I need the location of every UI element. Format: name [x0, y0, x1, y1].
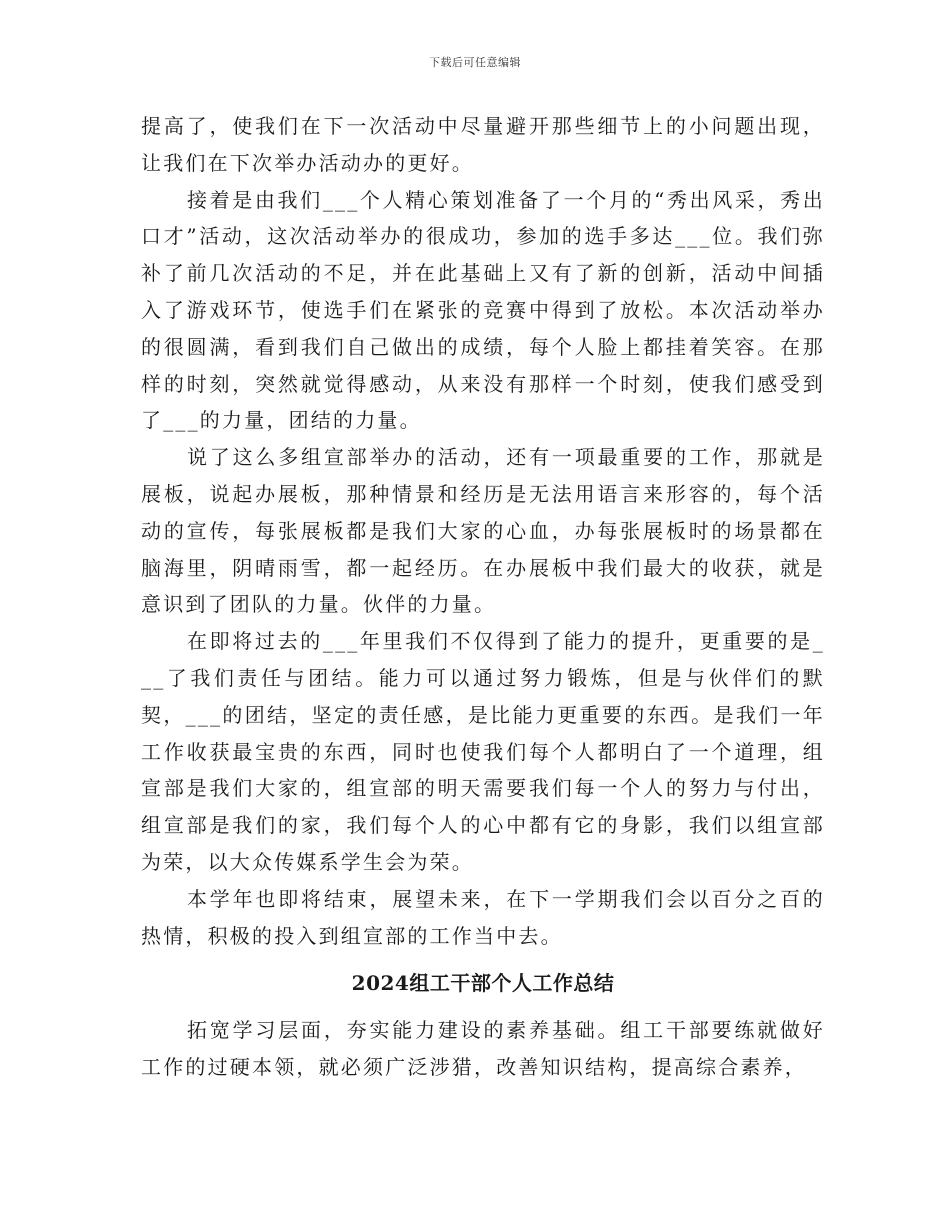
- paragraph-responsibility: 在即将过去的___年里我们不仅得到了能力的提升，更重要的是___了我们责任与团结。能力可以通过努力锻炼，但是与伙伴们的默契，___的团结，坚定的责任感，是比能力更重要的东西。是我们一年工作收获最宝贵的东西，同时也使我们每个人都明白了一个道理，组宣部是我们大家的，组宣部的明天需要我们每一个人的努力与付出，组宣部是我们的家，我们每个人的心中都有它的身影，我们以组宣部为荣，以大众传媒系学生会为荣。: [141, 629, 825, 874]
- paragraph-outlook: 本学年也即将结束，展望未来，在下一学期我们会以百分之百的热情，积极的投入到组宣部的工作当中去。: [141, 886, 825, 948]
- paragraph-continuation: 提高了，使我们在下一次活动中尽量避开那些细节上的小问题出现，让我们在下次举办活动办的更好。: [141, 114, 825, 175]
- paragraph-activity: 接着是由我们___个人精心策划准备了一个月的“秀出风采，秀出口才”活动，这次活动举办的很成功，参加的选手多达___位。我们弥补了前几次活动的不足，并在此基础上又有了新的创新，活动中间插入了游戏环节，使选手们在紧张的竞赛中得到了放松。本次活动举办的很圆满，看到我们自己做出的成绩，每个人脸上都挂着笑容。在那样的时刻，突然就觉得感动，从来没有那样一个时刻，使我们感受到了___的力量，团结的力量。: [141, 187, 825, 433]
- document-body: [141, 108, 825, 1086]
- paragraph-exhibition-board: 说了这么多组宣部举办的活动，还有一项最重要的工作，那就是展板，说起办展板，那种情景和经历是无法用语言来形容的，每个活动的宣传，每张展板都是我们大家的心血，办每张展板时的场景都在脑海里，阴晴雨雪，都一起经历。在办展板中我们最大的收获，就是意识到了团队的力量。伙伴的力量。: [141, 445, 825, 617]
- section-title: 2024组工干部个人工作总结: [351, 971, 615, 996]
- page-header: 下载后可任意编辑: [429, 56, 521, 69]
- section-paragraph: 拓宽学习层面，夯实能力建设的素养基础。组工干部要练就做好工作的过硬本领，就必须广泛涉猎，改善知识结构，提高综合素养，: [141, 1018, 825, 1080]
